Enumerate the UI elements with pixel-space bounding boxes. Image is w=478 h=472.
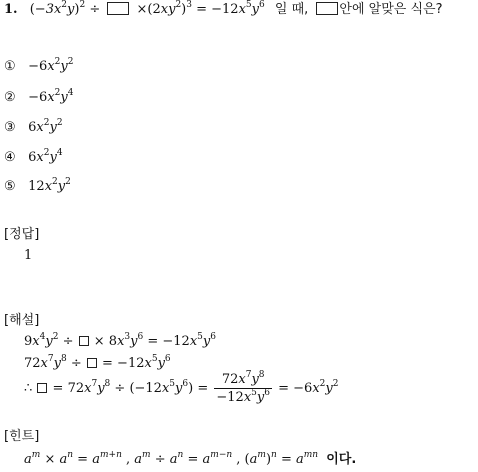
explanation-line-3: ∴ = $72x^7y^8 \div (-12x^5y^6)$ = $\frac{72x^7y^8}{-12x^5y^6}$ = $-6x^2y^2$ [24,370,339,405]
choice-mark: ② [4,90,16,105]
choice-expression: $6x^2y^2$ [28,118,63,135]
blank-box [107,2,129,15]
answer-value: 1 [24,248,33,263]
explanation-line-1: $9x^4y^2$ ÷ × $8x^3y^6 = -12x^5y^6$ [24,332,216,349]
choice-5[interactable] [4,179,71,195]
blank-box-2 [316,2,338,15]
explanation-line-2: $72x^7y^8$ ÷ = $-12x^5y^6$ [24,354,171,371]
explanation-heading: [해설] [4,313,40,328]
choice-expression: $-6x^2y^4$ [28,88,74,105]
choice-mark: ⑤ [4,179,16,194]
question-ask: 안에 알맞은 식은? [339,2,443,17]
choice-3[interactable] [4,120,63,136]
choice-mark: ① [4,59,16,74]
choice-1[interactable] [4,59,73,75]
question-suffix: 일 때, [274,2,309,17]
choice-expression: $12x^2y^2$ [28,177,71,194]
question-number: 1. [4,2,18,17]
hint-suffix: 이다. [326,452,357,467]
question-line [4,2,443,18]
hint-heading: [힌트] [4,429,40,444]
choice-2[interactable] [4,90,73,106]
choice-mark: ④ [4,150,16,165]
choice-expression: $6x^2y^4$ [28,148,63,165]
choice-expression: $-6x^2y^2$ [28,57,74,74]
answer-heading: [정답] [4,227,40,242]
choice-mark: ③ [4,120,16,135]
choice-4[interactable] [4,150,63,166]
fraction: $\frac{72x^7y^8}{-12x^5y^6}$ [216,370,270,405]
hint-line: $a^m \times a^n = a^{m+n}$ , $a^m \div a^n = a^{m-n}$ , $(a^m)^n = a^{mn}$ 이다. [24,450,357,467]
question-expression: $(-3x^2y)^2 \div \times(2xy^2)^3 = -12x^5y^6$ [29,0,265,17]
